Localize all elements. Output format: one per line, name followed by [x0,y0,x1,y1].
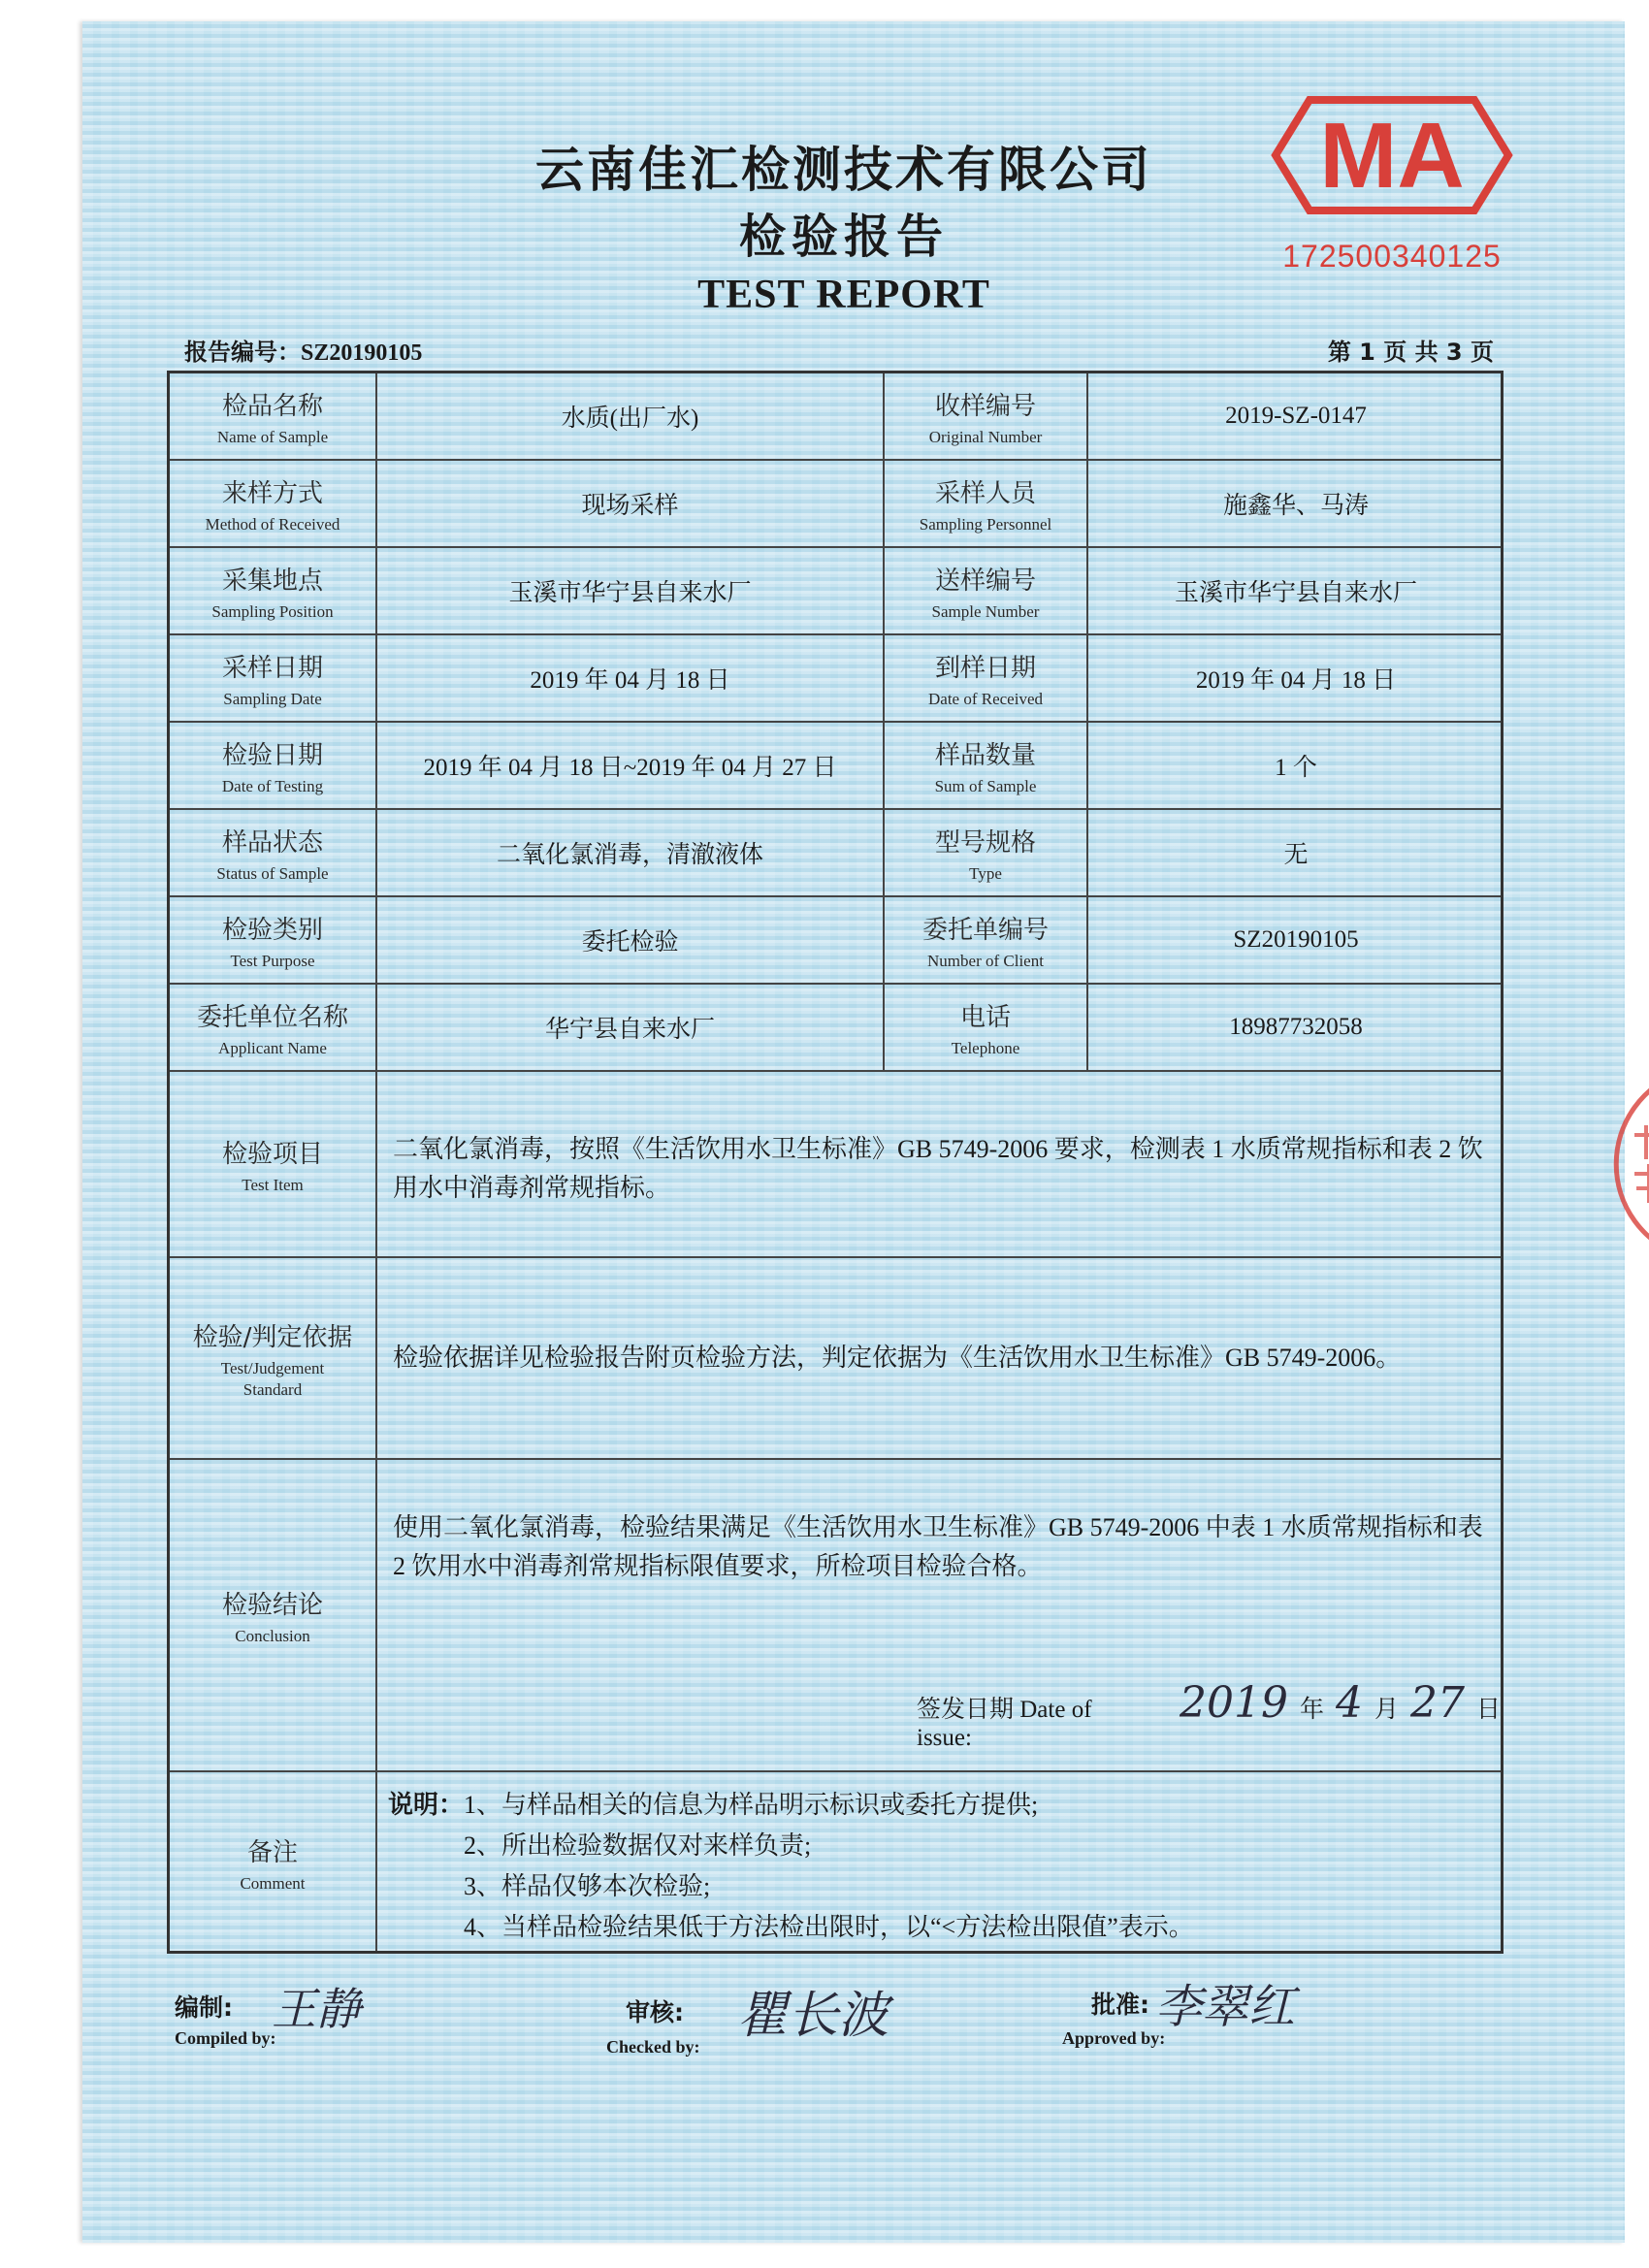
checked-block [606,1974,889,2057]
month-unit: 月 [1374,1697,1399,1723]
label-status-sample: 样品状态 Status of Sample [216,827,329,883]
comment-item-2: 2、所出检验数据仅对来样负责; [464,1831,812,1860]
value-test-purpose: 委托检验 [581,929,679,956]
value-applicant: 华宁县自来水厂 [544,1017,715,1043]
value-telephone: 18987732058 [1229,1014,1363,1040]
value-sample-name: 水质(出厂水) [561,405,699,432]
label-sum-sample: 样品数量 Sum of Sample [934,740,1037,795]
label-sample-number: 送样编号 Sample Number [931,566,1040,621]
approved-block [1062,1969,1295,2049]
value-sum-sample: 1 个 [1275,755,1317,781]
issue-month: 4 [1335,1678,1363,1728]
standard-text: 检验依据详见检验报告附页检验方法，判定依据为《生活饮用水卫生标准》GB 5749-2006。 [393,1344,1402,1372]
label-applicant: 委托单位名称 Applicant Name [196,1002,348,1057]
label-date-received: 到样日期 Date of Received [928,653,1043,708]
report-table [167,371,1504,1954]
issue-date [917,1678,1501,1752]
report-number: 报告编号：SZ20190105 [184,340,423,366]
ma-letters: MA [1319,104,1465,208]
year-unit: 年 [1299,1697,1324,1723]
report-title-en: TEST REPORT [697,273,990,317]
day-unit: 日 [1475,1697,1501,1723]
compiled-en: Compiled by: [175,2028,276,2048]
value-type: 无 [1283,842,1309,868]
label-standard: 检验/判定依据 Test/Judgement Standard [192,1322,353,1399]
label-sample-name: 检品名称 Name of Sample [216,391,329,446]
comment-list [388,1785,1494,1948]
label-sampling-date: 采样日期 Sampling Date [221,653,323,708]
comment-item-3: 3、样品仅够本次检验; [464,1872,711,1900]
label-sampling-position: 采集地点 Sampling Position [211,566,334,621]
value-original-number: 2019-SZ-0147 [1225,403,1367,429]
approved-signature: 李翠红 [1155,1980,1296,2034]
value-sampling-personnel: 施鑫华、马涛 [1222,493,1369,519]
label-original-number: 收样编号 Original Number [928,391,1043,446]
label-test-purpose: 检验类别 Test Purpose [221,915,323,970]
issue-year: 2019 [1179,1678,1288,1728]
value-status-sample: 二氧化氯消毒，清澈液体 [496,842,763,868]
label-type: 型号规格 Type [934,827,1036,883]
company-name: 云南佳汇检测技术有限公司 [535,142,1152,198]
conclusion-text: 使用二氧化氯消毒，检验结果满足《生活饮用水卫生标准》GB 5749-2006 中表 1 水质常规指标和表 2 饮用水中消毒剂常规指标限值要求，所检项目检验合格。 [393,1513,1483,1580]
comment-prefix: 说明： [388,1791,465,1819]
value-received-method: 现场采样 [581,493,679,519]
label-telephone: 电话 Telephone [951,1002,1020,1057]
comment-item-4: 4、当样品检验结果低于方法检出限时，以“<方法检出限值”表示。 [464,1913,1194,1941]
value-sample-number: 玉溪市华宁县自来水厂 [1174,580,1417,606]
label-comment: 备注 Comment [240,1838,306,1893]
checked-signature: 瞿长波 [737,1987,889,2045]
label-client-number: 委托单编号 Number of Client [922,915,1049,970]
value-client-number: SZ20190105 [1233,926,1359,953]
partial-red-seal [1576,1067,1649,1261]
label-received-method: 来样方式 Method of Received [205,478,340,534]
ma-certification-logo [1271,92,1513,218]
value-date-received: 2019 年 04 月 18 日 [1195,667,1397,694]
value-date-testing: 2019 年 04 月 18 日~2019 年 04 月 27 日 [423,755,837,781]
label-date-testing: 检验日期 Date of Testing [221,740,324,795]
comment-item-1: 1、与样品相关的信息为样品明示标识或委托方提供; [464,1791,1039,1819]
value-sampling-position: 玉溪市华宁县自来水厂 [508,580,752,606]
approved-en: Approved by: [1062,2028,1166,2048]
checked-label: 审核: [626,1997,684,2026]
label-test-item: 检验项目 Test Item [221,1139,323,1194]
ma-certificate-code: 172500340125 [1282,239,1502,274]
checked-en: Checked by: [606,2037,700,2057]
approved-label: 批准: [1091,1990,1149,2019]
compiled-block [175,1974,361,2049]
value-sampling-date: 2019 年 04 月 18 日 [530,667,730,694]
compiled-label: 编制: [175,1993,233,2022]
label-sampling-personnel: 采样人员 Sampling Personnel [919,478,1052,534]
issue-date-label: 签发日期 Date of issue: [917,1697,1092,1751]
issue-day: 27 [1409,1678,1465,1728]
compiled-signature: 王静 [272,1983,361,2035]
label-conclusion: 检验结论 Conclusion [221,1590,323,1645]
report-title-zh: 检验报告 [738,210,949,264]
test-item-text: 二氧化氯消毒，按照《生活饮用水卫生标准》GB 5749-2006 要求，检测表 1 水质常规指标和表 2 饮用水中消毒剂常规指标。 [393,1135,1483,1202]
page-info: 第 1 页 共 3 页 [1327,339,1494,366]
